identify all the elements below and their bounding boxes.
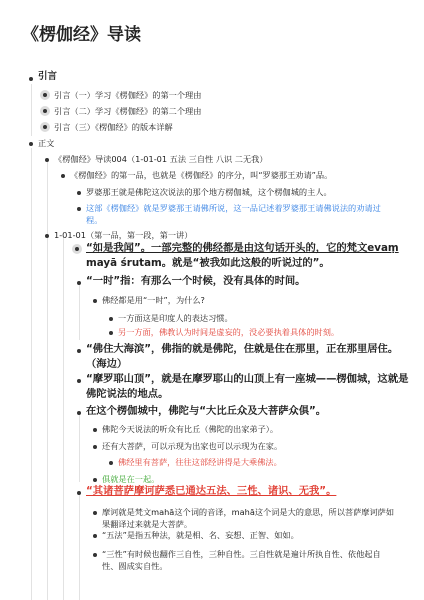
audience-bodhisattva: 还有大菩萨，可以示现为出家也可以示现为在家。 [102,441,283,451]
bullet[interactable] [77,349,81,353]
bullet[interactable] [77,207,81,211]
note-five-dharmas: “五法”是指五种法，就是相、名、妄想、正智、如如。 [102,530,299,540]
quote-seashore: “佛住大海滨”，佛指的就是佛陀，住就是住在那里，正在那里居住。 [86,343,399,355]
bullet[interactable] [109,461,113,465]
outline-guide [79,412,80,482]
note-mahasattva-line1: 摩诃就是梵文mahā这个词的音译，mahā这个词是大的意思，所以菩萨摩诃萨如 [102,507,395,517]
quote-rushiwowen: “如是我闻”。一部完整的佛经都是由这句话开头的，它的梵文evaṃ [86,242,399,254]
point-malaya-line2: 佛陀说法的地点。 [86,388,169,400]
collapsed-bullet[interactable] [40,90,50,100]
bullet[interactable] [93,553,97,557]
collapsed-bullet[interactable] [72,244,82,254]
outline-guide [31,84,32,136]
note-ravana: 罗婆那王就是佛陀这次说法的那个地方楞伽城，这个楞伽城的主人。 [86,187,332,197]
bullet[interactable] [109,331,113,335]
bullet[interactable] [77,379,81,383]
outline-guide [47,162,48,600]
section-1-01-01: 1-01-01（第一品，第一段，第一讲） [54,230,193,240]
intro-item-2: 引言（二）学习《楞伽经》的第二个理由 [54,106,202,116]
bullet[interactable] [77,491,81,495]
note-three-natures-line1: “三性”有时候也翻作三自性，三种自性。三自性就是遍计所执自性、依他起自 [102,549,381,559]
bullet[interactable] [93,478,97,482]
note-three-natures-line2: 性、圆成实自性。 [102,561,168,571]
point-malaya-line1: “摩罗耶山顶”，就是在摩罗耶山的山顶上有一座城——楞伽城，这就是 [86,373,409,385]
lecture-heading: 《楞伽经》导读004（1-01-01 五法 三自性 八识 二无我） [54,154,268,164]
bullet[interactable] [45,234,49,238]
outline-guide [31,148,32,600]
note-mahayana: 佛经里有菩萨，往往这部经讲得是大乘佛法。 [118,457,282,467]
section-intro: 引言 [38,71,58,82]
point-seashore-line1 [86,342,398,357]
note-blue-line1: 这部《楞伽经》就是罗婆那王请佛所说，这一品记述着罗婆那王请佛说法的劝请过 [86,203,381,213]
collapsed-bullet[interactable] [40,106,50,116]
chapter-intro: 《楞伽经》的第一品，也就是《楞伽经》的序分，叫“罗婆那王劝请”品。 [70,170,333,180]
note-blue-line2: 程。 [86,215,103,225]
intro-item-3: 引言（三）《楞伽经》的版本详解 [54,122,173,132]
bullet[interactable] [93,511,97,515]
bullet[interactable] [29,142,33,146]
bullet[interactable] [109,317,113,321]
point-five-dharmas: “其诸菩萨摩诃萨悉已通达五法、三性、诸识、无我”。 [86,485,337,497]
note-mahasattva-line2: 果翻译过来就是大菩萨。 [102,519,193,529]
bullet[interactable] [93,534,97,538]
point-yishi: “一时”指：有那么一个时候，没有具体的时间。 [86,275,306,287]
outline-guide [79,282,80,340]
page-title: 《楞伽经》导读 [22,25,141,45]
point-audience: 在这个楞伽城中，佛陀与“大比丘众及大菩萨众俱”。 [86,405,327,417]
intro-item-1: 引言（一）学习《楞伽经》的第一个理由 [54,90,202,100]
outline-guide [63,238,64,600]
point-rushiwowen-line2: mayā śrutam。就是“被我如此这般的听说过的”。 [86,257,330,269]
question-yishi: 佛经都是用“一时”，为什么? [102,295,205,305]
bullet[interactable] [93,445,97,449]
section-main: 正文 [38,138,55,148]
point-rushiwowen-line1 [86,241,399,256]
bullet[interactable] [77,411,81,415]
bullet[interactable] [93,299,97,303]
audience-bhikkhu: 佛陀今天说法的听众有比丘（佛陀的出家弟子）。 [102,424,279,434]
outline-guide [79,494,80,600]
bullet[interactable] [61,174,65,178]
answer-time-illusory: 另一方面，佛教认为时间是虚妄的，没必要执着具体的时刻。 [118,327,340,337]
bullet[interactable] [29,77,33,81]
bullet[interactable] [77,191,81,195]
point-seashore-line2: （海边） [86,358,128,370]
answer-habit: 一方面这是印度人的表达习惯。 [118,313,233,323]
collapsed-bullet[interactable] [40,122,50,132]
bullet[interactable] [77,281,81,285]
bullet[interactable] [45,158,49,162]
bullet[interactable] [93,428,97,432]
note-ju: 俱就是在一起。 [102,474,160,484]
